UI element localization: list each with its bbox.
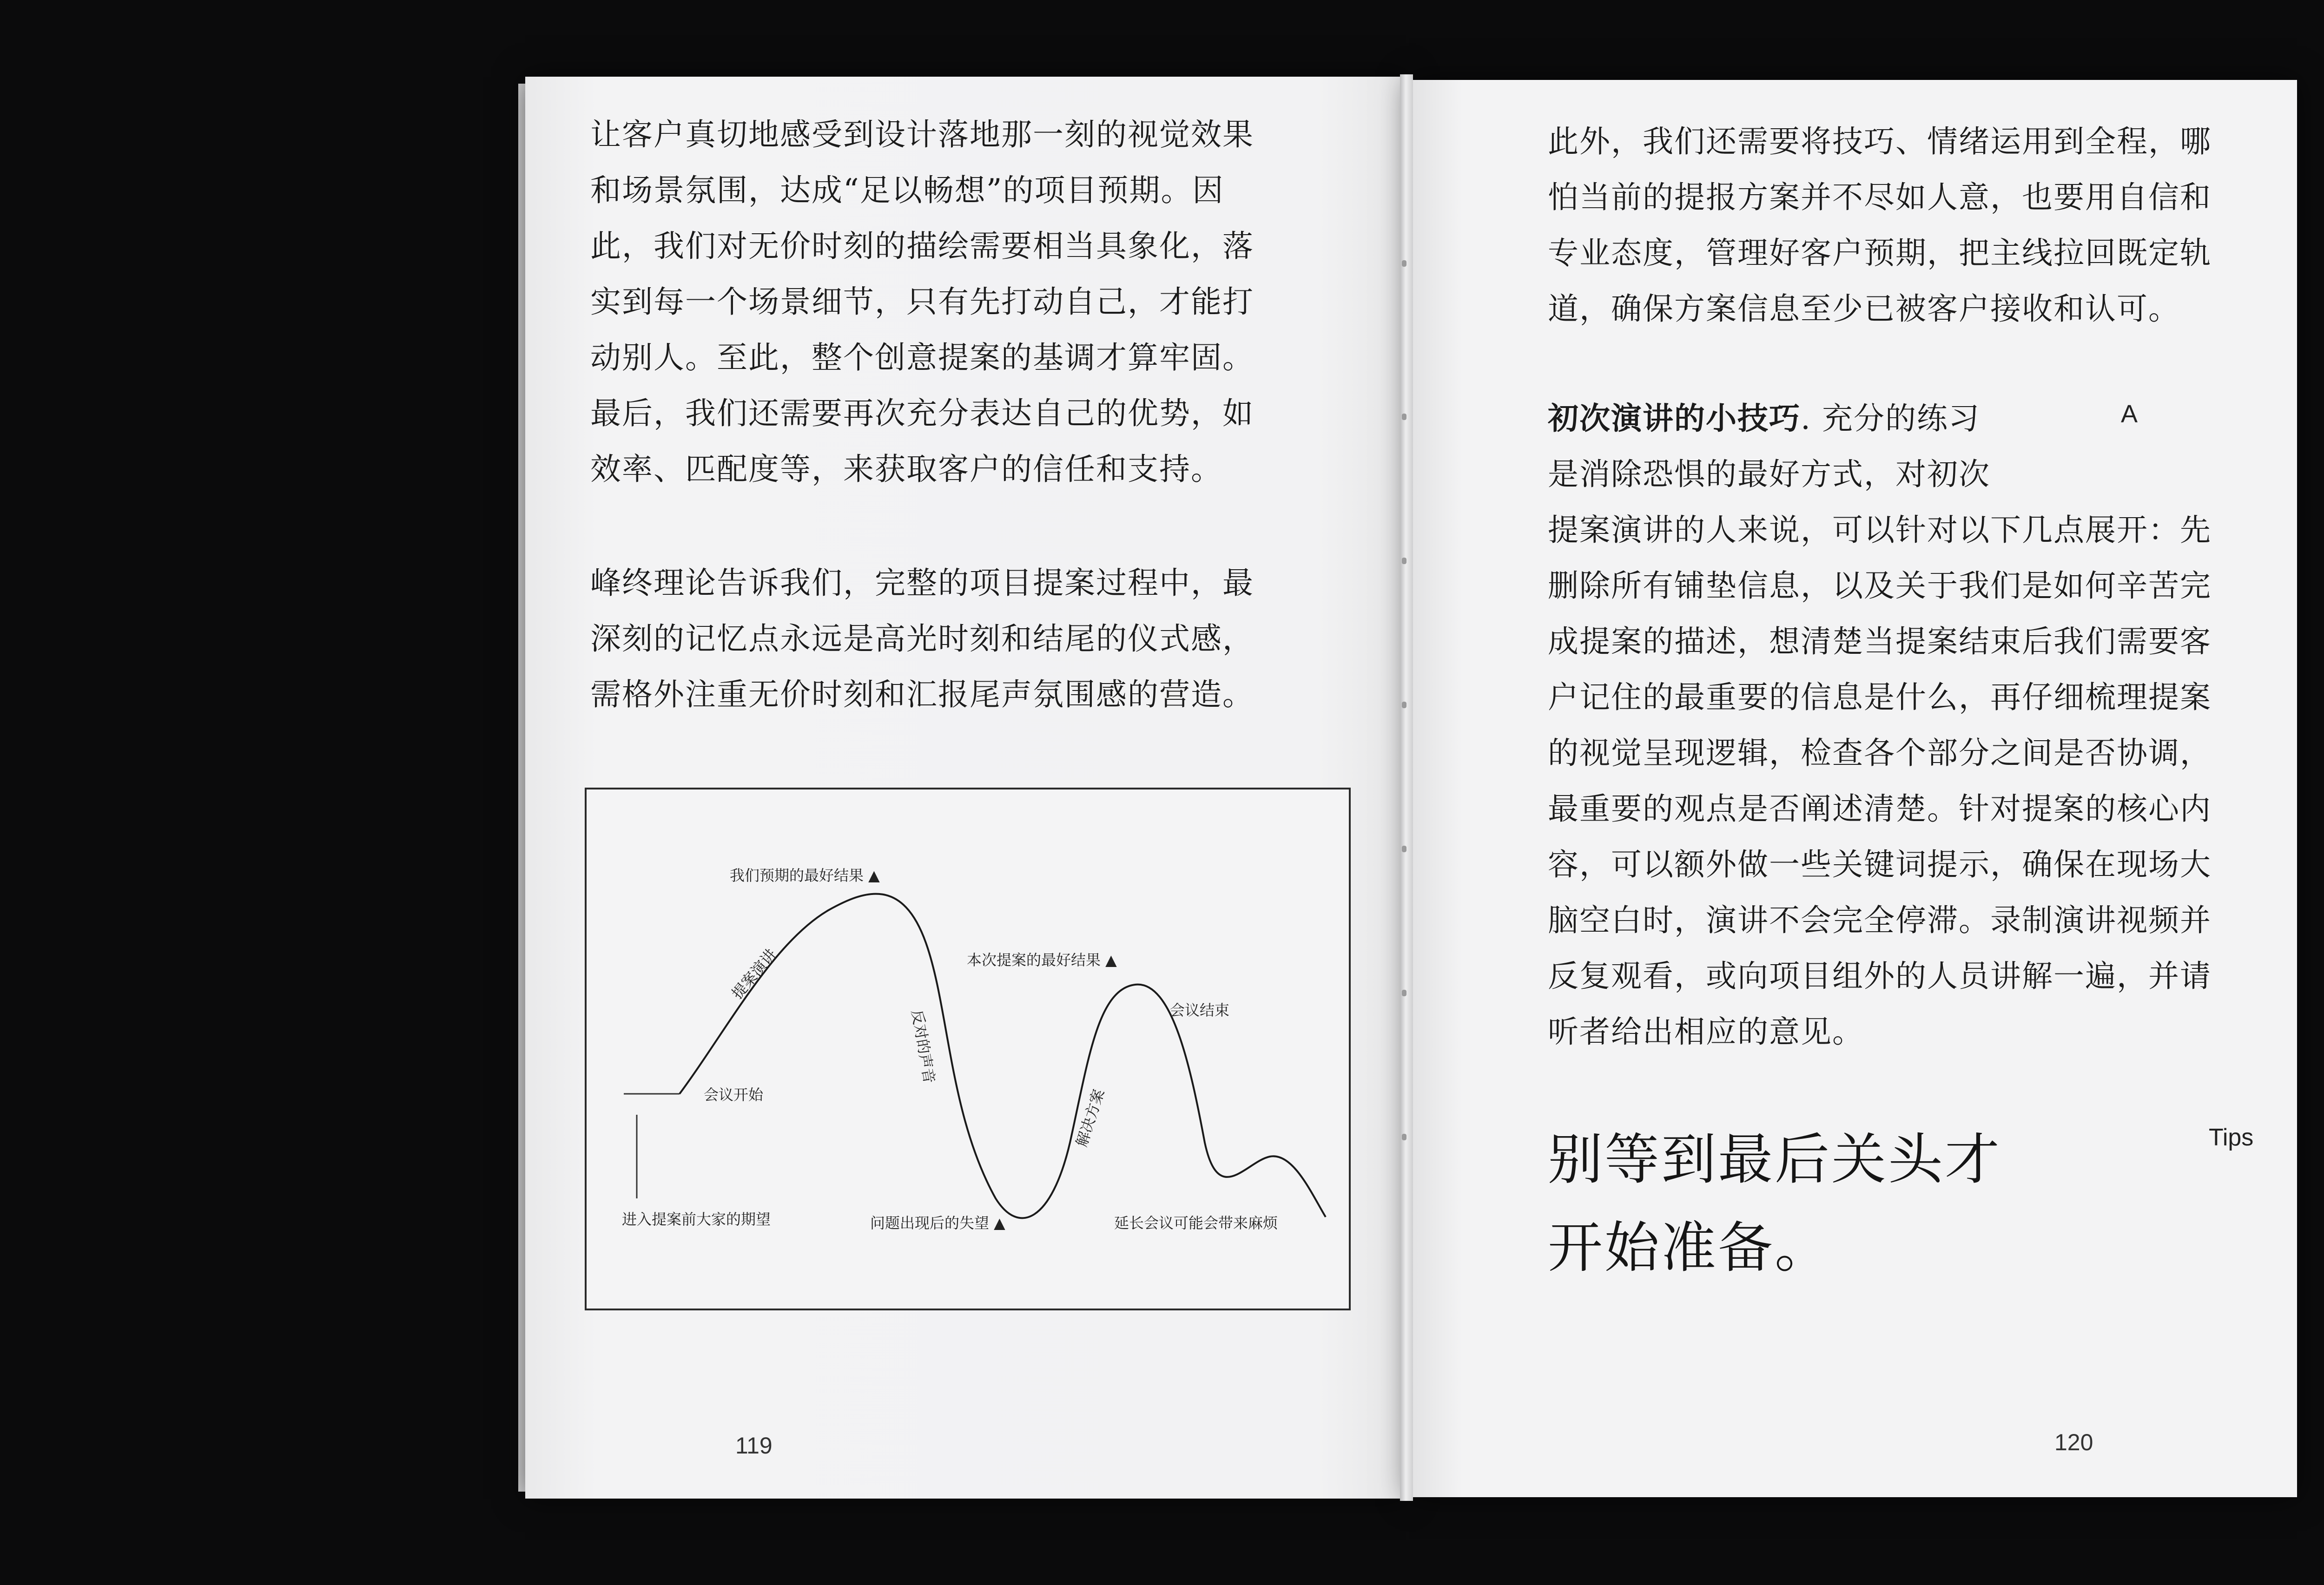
text-line: 道，确保方案信息至少已被客户接收和认可。 <box>1548 291 2180 327</box>
text-line: 动别人。至此，整个创意提案的基调才算牢固。 <box>590 340 1254 375</box>
text-line: 怕当前的提报方案并不尽如人意，也要用自信和 <box>1548 179 2212 215</box>
margin-marker: A <box>2121 400 2138 428</box>
text-line: 的视觉呈现逻辑，检查各个部分之间是否协调， <box>1548 735 2212 771</box>
label-baseline-expectation: 进入提案前大家的期望 <box>622 1210 771 1228</box>
text-line: 删除所有铺垫信息，以及关于我们是如何辛苦完 <box>1548 568 2212 604</box>
text-line: 专业态度，管理好客户预期，把主线拉回既定轨 <box>1548 235 2212 271</box>
page-number-right: 120 <box>2054 1429 2093 1455</box>
text-line: 户记住的最重要的信息是什么，再仔细梳理提案 <box>1548 679 2212 715</box>
binding-stitch <box>1402 414 1406 420</box>
text-line: 实到每一个场景细节，只有先打动自己，才能打 <box>590 284 1254 320</box>
binding-stitch <box>1402 846 1406 852</box>
text-line: 提案演讲的人来说，可以针对以下几点展开：先 <box>1548 512 2212 548</box>
binding-stitch <box>1402 558 1406 564</box>
text-line: 是消除恐惧的最好方式，对初次 <box>1548 456 1990 492</box>
tips-label: Tips <box>2209 1124 2254 1151</box>
text-line: 此外，我们还需要将技巧、情绪运用到全程，哪 <box>1548 124 2212 159</box>
binding-stitch <box>1402 990 1406 996</box>
right-paragraph-1 <box>1548 114 2212 337</box>
label-disappointment: 问题出现后的失望 ▲ <box>870 1214 1005 1232</box>
left-paragraph-1 <box>590 107 1254 497</box>
tip-paragraph <box>1548 390 2212 1060</box>
binding-stitch <box>1402 702 1406 708</box>
text-line: 深刻的记忆点永远是高光时刻和结尾的仪式感， <box>590 621 1254 657</box>
page-number-left: 119 <box>735 1433 772 1459</box>
tip-heading: 初次演讲的小技巧 <box>1548 400 1801 436</box>
label-meeting-end: 会议结束 <box>1170 1001 1230 1019</box>
tips-title-line: 别等到最后关头才 <box>1548 1127 2002 1191</box>
label-meeting-start: 会议开始 <box>704 1086 764 1104</box>
text-line: 成提案的描述，想清楚当提案结束后我们需要客 <box>1548 624 2212 659</box>
text-line: 峰终理论告诉我们，完整的项目提案过程中，最 <box>590 565 1254 601</box>
tip-first-line <box>1548 390 2212 447</box>
left-paragraph-2 <box>590 555 1254 723</box>
text-line: 效率、匹配度等，来获取客户的信任和支持。 <box>590 451 1222 487</box>
tips-title-line: 开始准备。 <box>1548 1216 1832 1280</box>
label-objection: 反对的声音 <box>908 1008 938 1085</box>
label-solution: 解决方案 <box>1072 1087 1108 1149</box>
text-line: 和场景氛围，达成“足以畅想”的项目预期。因 <box>590 172 1224 208</box>
text-line: 容，可以额外做一些关键词提示，确保在现场大 <box>1548 847 2212 882</box>
text-line: 此，我们对无价时刻的描绘需要相当具象化，落 <box>590 228 1254 264</box>
book-gutter <box>1400 74 1413 1501</box>
binding-stitch <box>1402 1134 1406 1140</box>
label-extension-risk: 延长会议可能会带来麻烦 <box>1114 1214 1278 1232</box>
expectation-curve <box>680 894 1326 1218</box>
tip-first-line-rest: . 充分的练习 <box>1801 401 1980 436</box>
label-proposal-best: 本次提案的最好结果 ▲ <box>967 951 1117 969</box>
text-line: 最后，我们还需要再次充分表达自己的优势，如 <box>590 395 1254 431</box>
tips-title <box>1548 1115 2001 1292</box>
label-expected-best: 我们预期的最好结果 ▲ <box>730 867 880 884</box>
text-line: 脑空白时，演讲不会完全停滞。录制演讲视频并 <box>1548 902 2212 938</box>
label-presentation: 提案演讲 <box>728 945 780 1003</box>
text-line: 最重要的观点是否阐述清楚。针对提案的核心内 <box>1548 791 2212 827</box>
text-line: 让客户真切地感受到设计落地那一刻的视觉效果 <box>590 117 1254 152</box>
text-line: 听者给出相应的意见。 <box>1548 1014 1864 1050</box>
peak-end-diagram <box>585 788 1351 1310</box>
text-line: 反复观看，或向项目组外的人员讲解一遍，并请 <box>1548 958 2212 994</box>
text-line: 需格外注重无价时刻和汇报尾声氛围感的营造。 <box>590 677 1254 712</box>
binding-stitch <box>1402 260 1406 267</box>
